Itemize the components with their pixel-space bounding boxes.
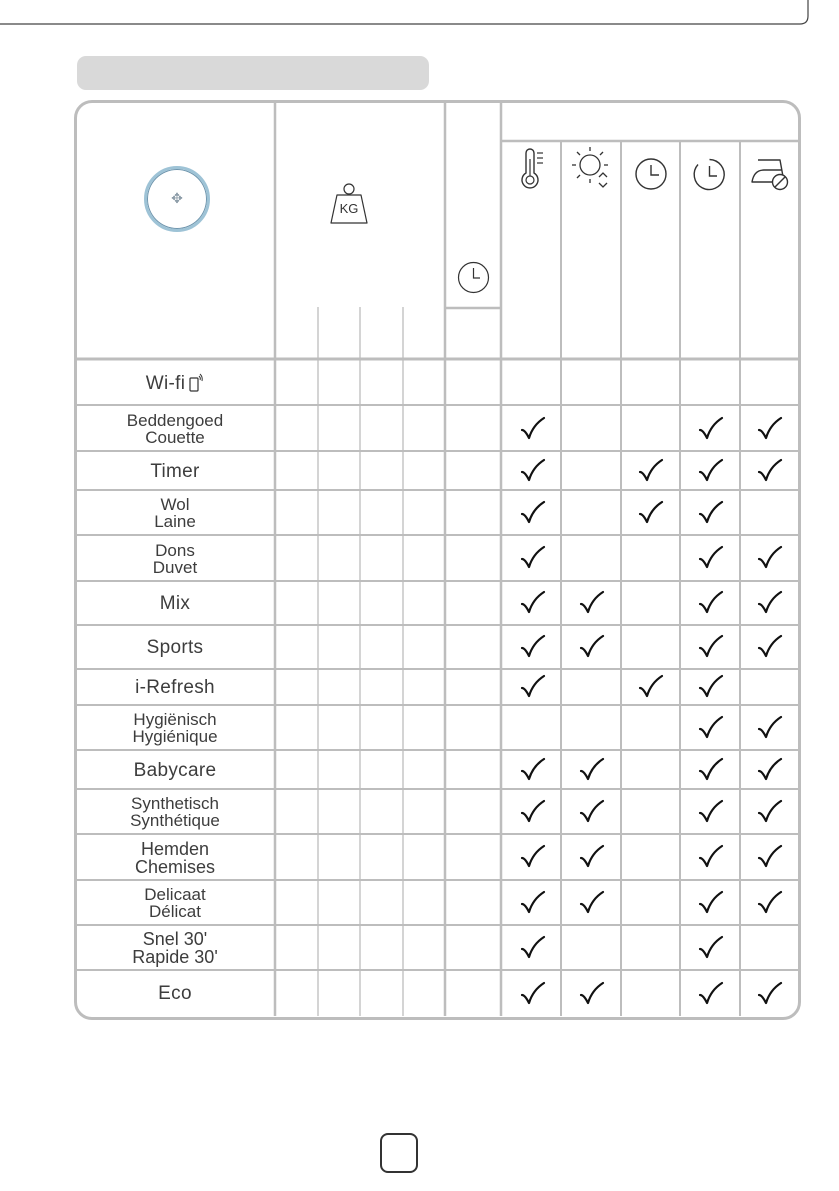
row-label-line: Couette xyxy=(145,428,205,447)
row-label-line: Eco xyxy=(158,983,192,1004)
check-mark-i-refresh-thermometer xyxy=(519,673,547,701)
check-mark-hemden-sun-adjust xyxy=(578,843,606,871)
row-label-timer xyxy=(77,452,273,490)
clock-icon xyxy=(634,157,668,191)
knob-center-icon: ✥ xyxy=(171,191,183,207)
row-label-dons xyxy=(77,536,273,581)
sun-adjust-icon xyxy=(570,145,614,191)
row-label-line: Laine xyxy=(154,512,196,531)
check-mark-babycare-thermometer xyxy=(519,756,547,784)
check-mark-mix-delay-clock xyxy=(697,589,725,617)
row-label-line: Hemden xyxy=(140,838,210,859)
row-label-line: Timer xyxy=(150,460,200,482)
row-label-line: Rapide 30' xyxy=(132,947,218,967)
check-mark-eco-sun-adjust xyxy=(578,980,606,1008)
row-label-line: Délicat xyxy=(149,902,201,921)
check-mark-timer-no-iron xyxy=(756,457,784,485)
row-label-sports xyxy=(77,626,273,669)
row-label-babycare xyxy=(77,751,273,789)
phone-signal-icon xyxy=(188,373,204,393)
row-label-line: Sports xyxy=(146,637,204,658)
check-mark-hemden-delay-clock xyxy=(697,843,725,871)
check-mark-eco-delay-clock xyxy=(697,980,725,1008)
page-number-box xyxy=(380,1133,418,1173)
check-mark-babycare-delay-clock xyxy=(697,756,725,784)
check-mark-timer-delay-clock xyxy=(697,457,725,485)
check-mark-dons-delay-clock xyxy=(697,544,725,572)
check-mark-beddengoed-no-iron xyxy=(756,415,784,443)
row-label-hemden xyxy=(77,835,273,880)
check-mark-i-refresh-delay-clock xyxy=(697,673,725,701)
row-label-line: Mix xyxy=(159,593,191,614)
check-mark-synthetisch-no-iron xyxy=(756,798,784,826)
row-label-wol xyxy=(77,491,273,535)
check-mark-mix-thermometer xyxy=(519,589,547,617)
check-mark-mix-sun-adjust xyxy=(578,589,606,617)
check-mark-hygienisch-no-iron xyxy=(756,714,784,742)
check-mark-dons-no-iron xyxy=(756,544,784,572)
row-label-line: Delicaat xyxy=(144,885,206,904)
check-mark-synthetisch-thermometer xyxy=(519,798,547,826)
row-label-line: Babycare xyxy=(133,759,217,781)
delay-clock-icon xyxy=(692,157,727,192)
check-mark-delicaat-sun-adjust xyxy=(578,889,606,917)
row-label-wifi xyxy=(77,361,273,405)
check-mark-sports-sun-adjust xyxy=(578,633,606,661)
check-mark-beddengoed-thermometer xyxy=(519,415,547,443)
row-label-line: i-Refresh xyxy=(135,677,215,698)
check-mark-hemden-no-iron xyxy=(756,843,784,871)
duration-clock-icon xyxy=(456,260,491,295)
check-mark-mix-no-iron xyxy=(756,589,784,617)
row-label-hygienisch xyxy=(77,706,273,750)
check-mark-delicaat-delay-clock xyxy=(697,889,725,917)
check-mark-eco-thermometer xyxy=(519,980,547,1008)
check-mark-wol-delay-clock xyxy=(697,499,725,527)
row-label-line: Synthetisch xyxy=(131,794,219,813)
load-unit-label: KG xyxy=(339,201,359,216)
section-header-bar xyxy=(77,56,429,90)
check-mark-synthetisch-sun-adjust xyxy=(578,798,606,826)
no-iron-icon xyxy=(750,156,792,192)
check-mark-sports-delay-clock xyxy=(697,633,725,661)
check-mark-sports-no-iron xyxy=(756,633,784,661)
check-mark-eco-no-iron xyxy=(756,980,784,1008)
row-label-line: Beddengoed xyxy=(126,411,224,430)
row-label-eco xyxy=(77,971,273,1016)
check-mark-snel-thermometer xyxy=(519,934,547,962)
row-label-beddengoed xyxy=(77,407,273,451)
row-label-i-refresh xyxy=(77,670,273,705)
check-mark-beddengoed-delay-clock xyxy=(697,415,725,443)
row-label-line: Snel 30' xyxy=(142,929,208,949)
check-mark-wol-clock xyxy=(637,499,665,527)
check-mark-i-refresh-clock xyxy=(637,673,665,701)
check-mark-timer-thermometer xyxy=(519,457,547,485)
row-label-line: Chemises xyxy=(134,856,216,877)
row-label-line: Wol xyxy=(160,495,190,514)
check-mark-timer-clock xyxy=(637,457,665,485)
check-mark-babycare-sun-adjust xyxy=(578,756,606,784)
row-label-line: Wi-fi xyxy=(145,372,186,394)
row-label-line: Duvet xyxy=(152,557,198,577)
check-mark-wol-thermometer xyxy=(519,499,547,527)
row-label-snel xyxy=(77,926,273,970)
row-label-line: Hygiénique xyxy=(132,727,218,746)
check-mark-snel-delay-clock xyxy=(697,934,725,962)
row-label-synthetisch xyxy=(77,790,273,834)
row-label-delicaat xyxy=(77,881,273,925)
check-mark-dons-thermometer xyxy=(519,544,547,572)
check-mark-hygienisch-delay-clock xyxy=(697,714,725,742)
check-mark-babycare-no-iron xyxy=(756,756,784,784)
check-mark-synthetisch-delay-clock xyxy=(697,798,725,826)
row-label-line: Dons xyxy=(155,540,195,560)
check-mark-hemden-thermometer xyxy=(519,843,547,871)
row-label-mix xyxy=(77,582,273,625)
row-label-line: Hygiënisch xyxy=(133,710,217,729)
thermometer-icon xyxy=(516,147,550,191)
cut-line xyxy=(0,0,839,40)
check-mark-delicaat-thermometer xyxy=(519,889,547,917)
row-label-line: Synthétique xyxy=(130,811,220,830)
program-knob-icon xyxy=(144,166,210,232)
check-mark-delicaat-no-iron xyxy=(756,889,784,917)
check-mark-sports-thermometer xyxy=(519,633,547,661)
